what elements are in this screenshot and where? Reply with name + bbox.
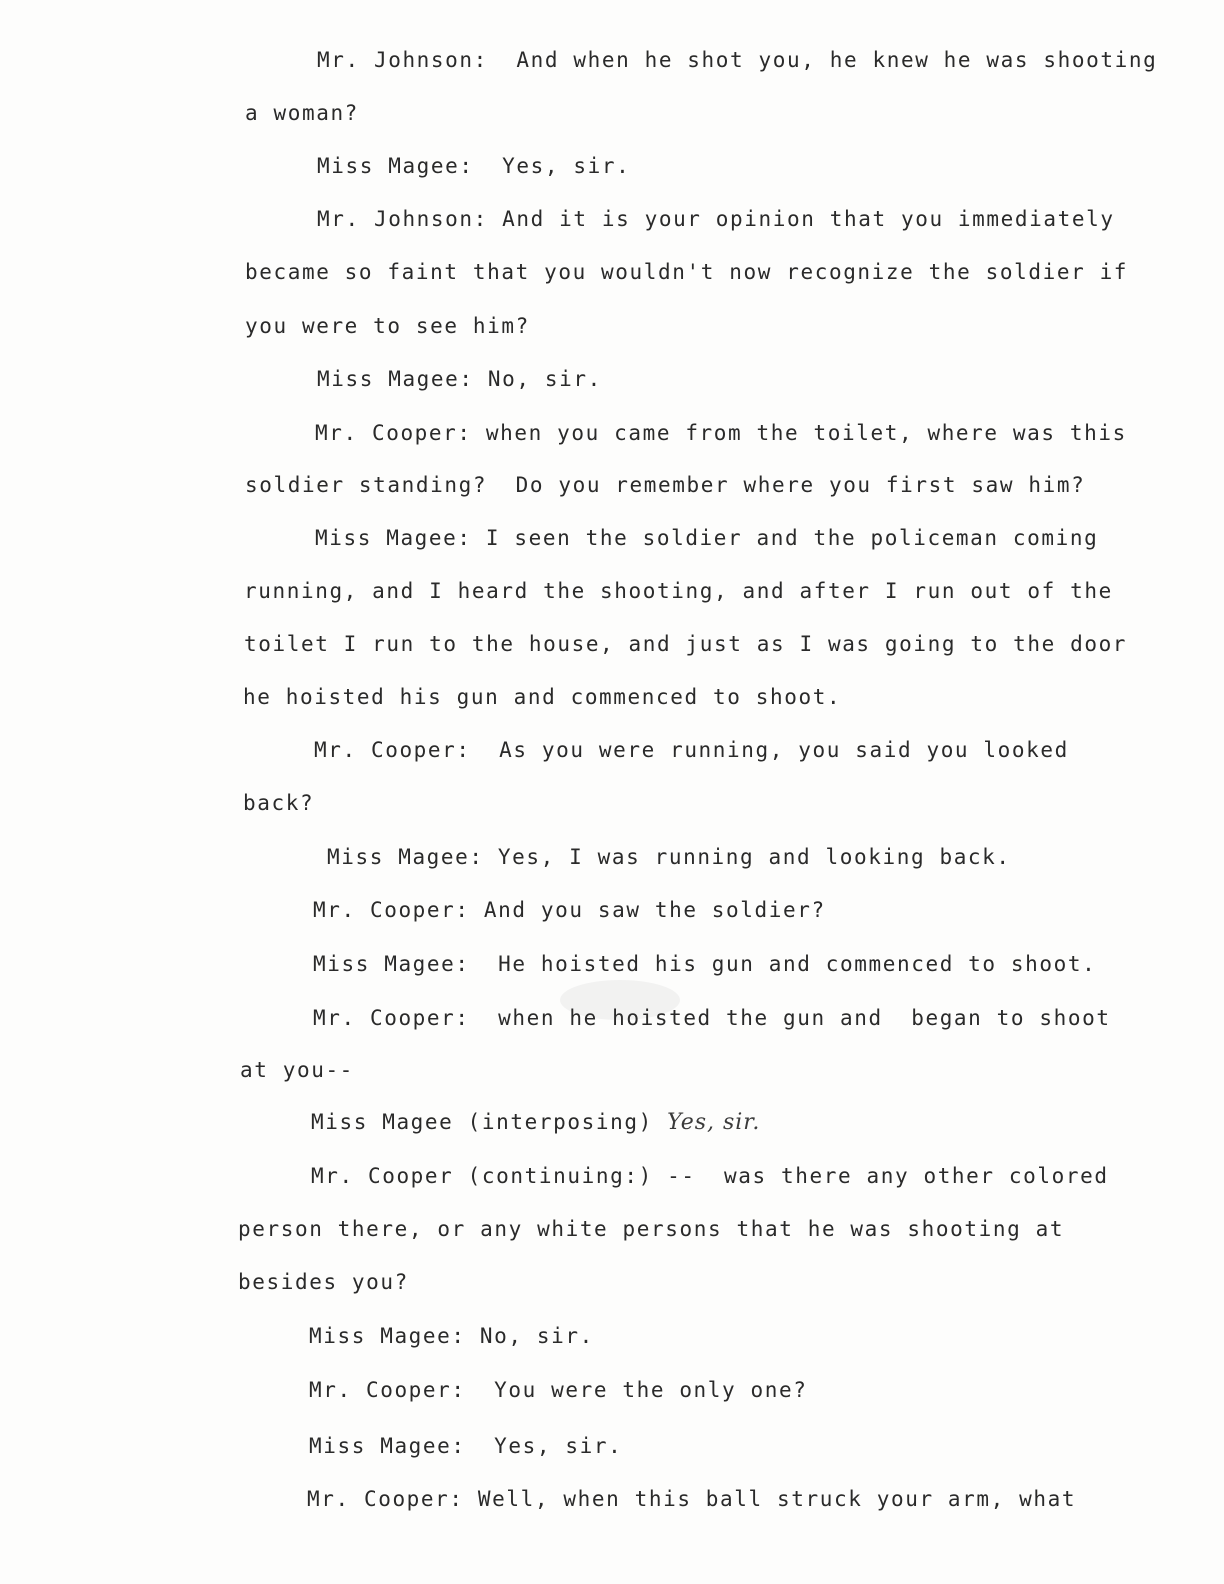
speaker-label: Miss Magee: (316, 367, 474, 391)
speaker-label: Miss Magee: (326, 845, 484, 869)
line-text: No, sir. (465, 1324, 594, 1348)
line-text: And when he shot you, he knew he was shooting (487, 48, 1158, 72)
line-text: Yes, sir. (465, 1434, 623, 1458)
line-text: became so faint that you wouldn't now recognize the soldier if (244, 260, 1129, 284)
speaker-label: Miss Magee: (312, 952, 470, 976)
line-text: a woman? (244, 101, 359, 125)
speaker-label: Mr. Cooper (continuing:) (310, 1164, 653, 1188)
speaker-label: Mr. Cooper: (314, 421, 472, 445)
line-text: And you saw the soldier? (469, 898, 826, 922)
speaker-label: Mr. Johnson: (316, 207, 488, 231)
handwritten-annotation: Yes, sir. (667, 1110, 761, 1135)
speaker-label: Miss Magee: (314, 526, 472, 550)
line-text: at you-- (239, 1058, 354, 1082)
speaker-label: Miss Magee (interposing) (310, 1110, 653, 1134)
line-text: soldier standing? Do you remember where you first saw him? (244, 473, 1086, 497)
line-text: And it is your opinion that you immediately (487, 207, 1115, 231)
line-text: running, and I heard the shooting, and after I run out of the (243, 579, 1113, 603)
speaker-label: Miss Magee: (308, 1324, 466, 1348)
speaker-label: Mr. Johnson: (316, 48, 488, 72)
line-text: Yes, sir. (473, 154, 631, 178)
line-text: Yes, I was running and looking back. (483, 845, 1011, 869)
line-text: No, sir. (473, 367, 602, 391)
transcript-line (250, 1457, 1076, 1541)
line-text: person there, or any white persons that he was shooting at (237, 1217, 1065, 1241)
speaker-label: Mr. Cooper: (312, 898, 470, 922)
line-text: You were the only one? (465, 1378, 808, 1402)
transcript-line (260, 18, 1157, 102)
transcript-line (257, 708, 1069, 792)
speaker-label: Mr. Cooper: (306, 1487, 464, 1511)
line-text: He hoisted his gun and commenced to shoot. (469, 952, 1097, 976)
line-text: when he hoisted the gun and began to shoot (469, 1006, 1111, 1030)
line-text (653, 1110, 667, 1134)
line-text: besides you? (237, 1270, 409, 1294)
line-text: As you were running, you said you looked (470, 738, 1069, 762)
line-text: -- was there any other colored (652, 1164, 1109, 1188)
line-text: toilet I run to the house, and just as I was going to the door (243, 632, 1128, 656)
line-text: you were to see him? (244, 314, 530, 338)
speaker-label: Miss Magee: (308, 1434, 466, 1458)
speaker-label: Mr. Cooper: (313, 738, 471, 762)
speaker-label: Mr. Cooper: (312, 1006, 470, 1030)
speaker-label: Miss Magee: (316, 154, 474, 178)
line-text: I seen the soldier and the policeman coming (471, 526, 1099, 550)
speaker-label: Mr. Cooper: (308, 1378, 466, 1402)
line-text: Well, when this ball struck your arm, what (463, 1487, 1077, 1511)
transcript-line (256, 976, 1111, 1060)
line-text: back? (242, 791, 315, 815)
line-text: when you came from the toilet, where was this (471, 421, 1127, 445)
line-text: he hoisted his gun and commenced to shoot. (242, 685, 842, 709)
